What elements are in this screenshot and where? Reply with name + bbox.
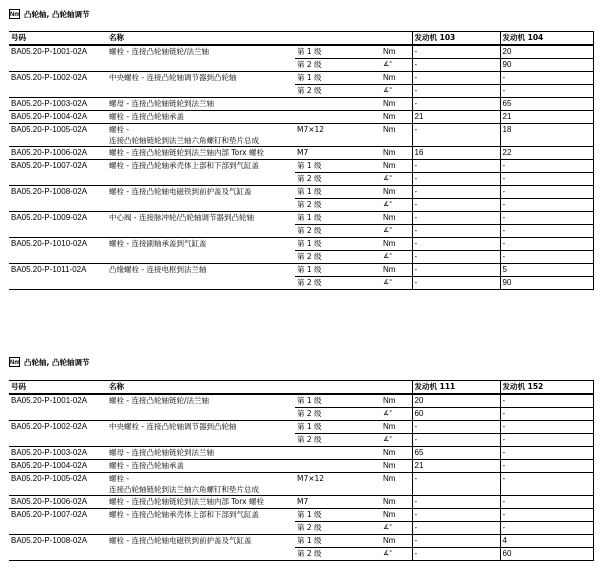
row-unit: Nm xyxy=(381,264,412,277)
row-spec: M7×12 xyxy=(295,124,381,147)
row-value-engine-a: - xyxy=(412,434,500,447)
row-value-engine-b: - xyxy=(500,522,593,535)
row-value-engine-b: - xyxy=(500,212,593,225)
row-value-engine-a: - xyxy=(412,264,500,277)
row-unit: Nm xyxy=(381,212,412,225)
row-unit: ∡° xyxy=(381,434,412,447)
row-code: BA05.20-P-1008-02A xyxy=(9,186,107,212)
row-name-line: 螺栓 - xyxy=(109,474,130,483)
header-step xyxy=(295,381,381,395)
row-step: 第 2 级 xyxy=(295,408,381,421)
row-name-line: 螺栓 - 连接副轴承盖到气缸盖 xyxy=(109,239,207,248)
row-name xyxy=(107,160,295,186)
row-name xyxy=(107,535,295,561)
row-step: 第 1 级 xyxy=(295,238,381,251)
row-code: BA05.20-P-1003-02A xyxy=(9,98,107,111)
row-name xyxy=(107,72,295,98)
row-value-engine-b: 21 xyxy=(500,111,593,124)
table-row xyxy=(9,160,593,173)
row-code: BA05.20-P-1010-02A xyxy=(9,238,107,264)
row-value-engine-a: - xyxy=(412,173,500,186)
row-unit: ∡° xyxy=(381,173,412,186)
row-unit: Nm xyxy=(381,447,412,460)
row-step: 第 2 级 xyxy=(295,59,381,72)
row-value-engine-b: 18 xyxy=(500,124,593,147)
row-name-line: 螺栓 - xyxy=(109,125,130,134)
row-step: 第 2 级 xyxy=(295,85,381,98)
row-step: 第 2 级 xyxy=(295,251,381,264)
row-value-engine-a: - xyxy=(412,522,500,535)
torque-nm-icon: Nm xyxy=(9,357,20,367)
row-code: BA05.20-P-1005-02A xyxy=(9,124,107,147)
row-code: BA05.20-P-1001-02A xyxy=(9,394,107,421)
row-name xyxy=(107,98,295,111)
row-step: 第 1 级 xyxy=(295,509,381,522)
row-name xyxy=(107,186,295,212)
table-row xyxy=(9,447,593,460)
row-value-engine-b: - xyxy=(500,473,593,496)
row-value-engine-b: - xyxy=(500,225,593,238)
row-value-engine-a: - xyxy=(412,98,500,111)
row-step: 第 1 级 xyxy=(295,535,381,548)
header-unit xyxy=(381,381,412,395)
row-value-engine-a: - xyxy=(412,277,500,290)
row-unit: Nm xyxy=(381,238,412,251)
row-value-engine-b: - xyxy=(500,85,593,98)
header-engine-a: 发动机 103 xyxy=(412,32,500,46)
row-unit: ∡° xyxy=(381,59,412,72)
row-value-engine-a: - xyxy=(412,212,500,225)
row-value-engine-a: - xyxy=(412,509,500,522)
row-value-engine-b: - xyxy=(500,460,593,473)
row-value-engine-a: - xyxy=(412,85,500,98)
row-unit: ∡° xyxy=(381,548,412,561)
header-name: 名称 xyxy=(107,32,295,46)
row-code: BA05.20-P-1008-02A xyxy=(9,535,107,561)
row-name-line: 连接凸轮轴链轮到法兰轴六角螺钉和垫片总成 xyxy=(109,485,259,494)
row-value-engine-b: 5 xyxy=(500,264,593,277)
row-name xyxy=(107,447,295,460)
row-value-engine-b: - xyxy=(500,447,593,460)
row-value-engine-a: 21 xyxy=(412,460,500,473)
row-value-engine-a: 16 xyxy=(412,147,500,160)
row-unit: ∡° xyxy=(381,225,412,238)
row-value-engine-a: - xyxy=(412,496,500,509)
row-name xyxy=(107,421,295,447)
row-value-engine-b: - xyxy=(500,408,593,421)
row-unit: Nm xyxy=(381,45,412,59)
row-value-engine-a: - xyxy=(412,535,500,548)
row-value-engine-a: - xyxy=(412,251,500,264)
row-value-engine-b: - xyxy=(500,72,593,85)
table-row xyxy=(9,72,593,85)
row-spec: M7×12 xyxy=(295,473,381,496)
row-name-line: 螺栓 - 连接凸轮轴电磁铁到前护盖及气缸盖 xyxy=(109,187,252,196)
table-row xyxy=(9,238,593,251)
row-code: BA05.20-P-1004-02A xyxy=(9,111,107,124)
row-step: 第 1 级 xyxy=(295,186,381,199)
row-value-engine-b: - xyxy=(500,173,593,186)
row-name xyxy=(107,124,295,147)
row-code: BA05.20-P-1011-02A xyxy=(9,264,107,290)
row-unit: Nm xyxy=(381,160,412,173)
row-unit: Nm xyxy=(381,186,412,199)
section-header xyxy=(9,355,89,369)
row-name xyxy=(107,460,295,473)
row-unit: Nm xyxy=(381,124,412,147)
table-row xyxy=(9,509,593,522)
row-name-line: 螺栓 - 连接凸轮轴链轮到法兰轴内部 Torx 螺栓 xyxy=(109,497,264,506)
row-name xyxy=(107,238,295,264)
row-value-engine-a: 60 xyxy=(412,408,500,421)
row-unit: Nm xyxy=(381,460,412,473)
row-name-line: 螺栓 - 连接凸轮轴承壳体上部和下部到气缸盖 xyxy=(109,510,259,519)
row-code: BA05.20-P-1002-02A xyxy=(9,421,107,447)
row-unit: ∡° xyxy=(381,85,412,98)
table-row xyxy=(9,111,593,124)
row-name-line: 螺栓 - 连接凸轮轴链轮到法兰轴内部 Torx 螺栓 xyxy=(109,148,264,157)
row-step: 第 2 级 xyxy=(295,277,381,290)
row-value-engine-b: - xyxy=(500,199,593,212)
row-value-engine-a: - xyxy=(412,59,500,72)
row-step: 第 1 级 xyxy=(295,160,381,173)
row-step: 第 2 级 xyxy=(295,522,381,535)
row-code: BA05.20-P-1007-02A xyxy=(9,509,107,535)
row-value-engine-b: 60 xyxy=(500,548,593,561)
row-name xyxy=(107,264,295,290)
row-name-line: 连接凸轮轴链轮到法兰轴六角螺钉和垫片总成 xyxy=(109,136,259,145)
row-spec: M7 xyxy=(295,496,381,509)
row-name xyxy=(107,394,295,421)
row-name xyxy=(107,147,295,160)
row-value-engine-a: - xyxy=(412,225,500,238)
row-code: BA05.20-P-1006-02A xyxy=(9,496,107,509)
header-engine-b: 发动机 104 xyxy=(500,32,593,46)
header-name: 名称 xyxy=(107,381,295,395)
row-unit: Nm xyxy=(381,72,412,85)
row-code: BA05.20-P-1007-02A xyxy=(9,160,107,186)
row-code: BA05.20-P-1004-02A xyxy=(9,460,107,473)
row-unit: ∡° xyxy=(381,408,412,421)
table-row xyxy=(9,147,593,160)
table-row xyxy=(9,186,593,199)
row-name xyxy=(107,473,295,496)
row-unit: ∡° xyxy=(381,251,412,264)
table-row xyxy=(9,45,593,59)
row-step xyxy=(295,447,381,460)
row-code: BA05.20-P-1006-02A xyxy=(9,147,107,160)
row-name-line: 中心阀 - 连接脉冲轮/凸轮轴调节器到凸轮轴 xyxy=(109,213,255,222)
row-step: 第 2 级 xyxy=(295,225,381,238)
row-code: BA05.20-P-1005-02A xyxy=(9,473,107,496)
row-value-engine-a: - xyxy=(412,238,500,251)
row-value-engine-a: - xyxy=(412,473,500,496)
row-name-line: 中央螺栓 - 连接凸轮轴调节器到凸轮轴 xyxy=(109,422,237,431)
row-step: 第 1 级 xyxy=(295,72,381,85)
row-name-line: 螺栓 - 连接凸轮轴承盖 xyxy=(109,112,184,121)
row-unit: Nm xyxy=(381,496,412,509)
table-row xyxy=(9,473,593,496)
row-code: BA05.20-P-1001-02A xyxy=(9,45,107,72)
row-name-line: 螺栓 - 连接凸轮轴承壳体上部和下部到气缸盖 xyxy=(109,161,259,170)
row-value-engine-b: 4 xyxy=(500,535,593,548)
row-name xyxy=(107,212,295,238)
table-row xyxy=(9,421,593,434)
row-name-line: 凸缘螺栓 - 连接电枢到法兰轴 xyxy=(109,265,207,274)
row-step: 第 2 级 xyxy=(295,548,381,561)
row-value-engine-a: - xyxy=(412,186,500,199)
row-unit: Nm xyxy=(381,473,412,496)
row-unit: Nm xyxy=(381,535,412,548)
row-value-engine-b: - xyxy=(500,186,593,199)
row-value-engine-a: - xyxy=(412,124,500,147)
row-value-engine-a: - xyxy=(412,45,500,59)
row-step: 第 2 级 xyxy=(295,173,381,186)
row-step: 第 2 级 xyxy=(295,199,381,212)
row-spec: M7 xyxy=(295,147,381,160)
row-step xyxy=(295,111,381,124)
row-value-engine-b: - xyxy=(500,496,593,509)
torque-nm-icon: Nm xyxy=(9,9,20,19)
header-engine-a: 发动机 111 xyxy=(412,381,500,395)
row-value-engine-b: - xyxy=(500,394,593,408)
row-step xyxy=(295,460,381,473)
table-row xyxy=(9,98,593,111)
header-code: 号码 xyxy=(9,381,107,395)
row-value-engine-b: - xyxy=(500,238,593,251)
row-unit: Nm xyxy=(381,147,412,160)
row-unit: Nm xyxy=(381,421,412,434)
row-name-line: 螺栓 - 连接凸轮轴电磁铁到前护盖及气缸盖 xyxy=(109,536,252,545)
row-name-line: 螺栓 - 连接凸轮轴链轮/法兰轴 xyxy=(109,396,210,405)
table-row xyxy=(9,212,593,225)
row-value-engine-b: - xyxy=(500,434,593,447)
table-row xyxy=(9,496,593,509)
header-engine-b: 发动机 152 xyxy=(500,381,593,395)
row-value-engine-b: 90 xyxy=(500,277,593,290)
table-row xyxy=(9,264,593,277)
header-code: 号码 xyxy=(9,32,107,46)
row-name-line: 螺母 - 连接凸轮轴链轮到法兰轴 xyxy=(109,99,214,108)
table-row xyxy=(9,535,593,548)
row-step: 第 1 级 xyxy=(295,212,381,225)
row-unit: ∡° xyxy=(381,199,412,212)
header-step xyxy=(295,32,381,46)
row-step: 第 2 级 xyxy=(295,434,381,447)
row-value-engine-b: - xyxy=(500,509,593,522)
row-unit: ∡° xyxy=(381,522,412,535)
row-value-engine-b: - xyxy=(500,421,593,434)
table-row xyxy=(9,394,593,408)
header-row xyxy=(9,32,593,46)
table-row xyxy=(9,460,593,473)
row-value-engine-a: - xyxy=(412,72,500,85)
row-value-engine-b: 20 xyxy=(500,45,593,59)
row-value-engine-b: - xyxy=(500,251,593,264)
section-header xyxy=(9,7,89,21)
row-value-engine-b: 90 xyxy=(500,59,593,72)
row-name-line: 螺栓 - 连接凸轮轴链轮/法兰轴 xyxy=(109,47,210,56)
table-row xyxy=(9,124,593,147)
row-value-engine-a: 20 xyxy=(412,394,500,408)
header-row xyxy=(9,381,593,395)
row-value-engine-b: - xyxy=(500,160,593,173)
row-step: 第 1 级 xyxy=(295,394,381,408)
torque-table xyxy=(9,380,594,561)
row-name-line: 螺母 - 连接凸轮轴链轮到法兰轴 xyxy=(109,448,214,457)
row-unit: Nm xyxy=(381,509,412,522)
row-step: 第 1 级 xyxy=(295,264,381,277)
row-step: 第 1 级 xyxy=(295,421,381,434)
row-code: BA05.20-P-1003-02A xyxy=(9,447,107,460)
row-step: 第 1 级 xyxy=(295,45,381,59)
row-unit: Nm xyxy=(381,98,412,111)
row-value-engine-a: - xyxy=(412,199,500,212)
row-value-engine-a: - xyxy=(412,421,500,434)
row-code: BA05.20-P-1009-02A xyxy=(9,212,107,238)
row-name xyxy=(107,45,295,72)
row-name xyxy=(107,111,295,124)
row-value-engine-a: 65 xyxy=(412,447,500,460)
row-unit: Nm xyxy=(381,394,412,408)
header-unit xyxy=(381,32,412,46)
row-value-engine-a: 21 xyxy=(412,111,500,124)
row-value-engine-b: 22 xyxy=(500,147,593,160)
section-title: 凸轮轴, 凸轮轴调节 xyxy=(24,357,90,367)
torque-table xyxy=(9,31,594,290)
row-name-line: 螺栓 - 连接凸轮轴承盖 xyxy=(109,461,184,470)
row-unit: ∡° xyxy=(381,277,412,290)
section-title: 凸轮轴, 凸轮轴调节 xyxy=(24,9,90,19)
row-value-engine-a: - xyxy=(412,160,500,173)
row-value-engine-b: 65 xyxy=(500,98,593,111)
row-code: BA05.20-P-1002-02A xyxy=(9,72,107,98)
row-value-engine-a: - xyxy=(412,548,500,561)
row-name-line: 中央螺栓 - 连接凸轮轴调节器到凸轮轴 xyxy=(109,73,237,82)
row-step xyxy=(295,98,381,111)
row-name xyxy=(107,496,295,509)
row-name xyxy=(107,509,295,535)
row-unit: Nm xyxy=(381,111,412,124)
